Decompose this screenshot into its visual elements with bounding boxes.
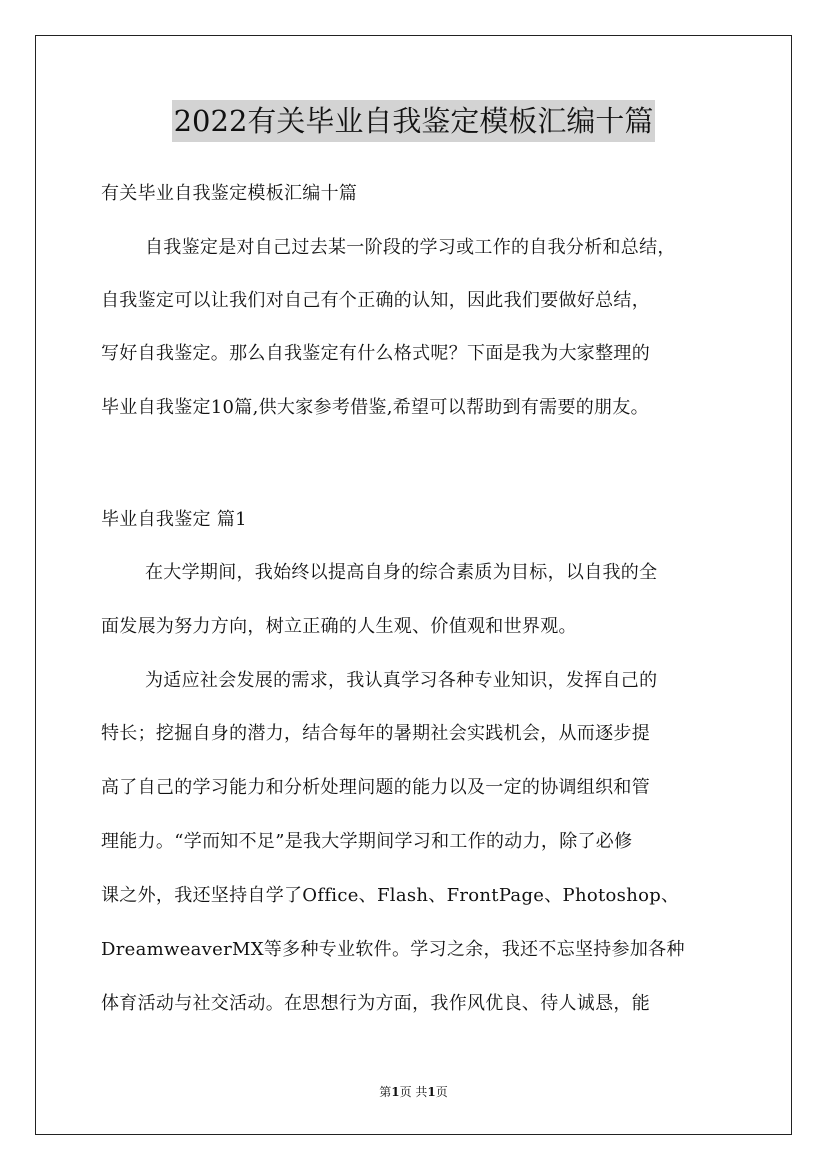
paragraph-line: 为适应社会发展的需求，我认真学习各种专业知识，发挥自己的 [145,670,658,691]
footer-current-page: 1 [391,1085,400,1099]
paragraph-line: 自我鉴定是对自己过去某一阶段的学习或工作的自我分析和总结， [145,237,676,258]
title-container [0,100,827,142]
footer-mid: 页 共 [399,1085,428,1099]
paragraph-line: 体育活动与社交活动。在思想行为方面，我作风优良、待人诚恳，能 [101,993,650,1014]
footer-suffix: 页 [435,1085,448,1099]
paragraph-line: 理能力。“学而知不足”是我大学期间学习和工作的动力，除了必修 [101,831,633,852]
page-footer [0,1083,827,1100]
paragraph-line: 特长；挖掘自身的潜力，结合每年的暑期社会实践机会，从而逐步提 [101,723,650,744]
footer-prefix: 第 [379,1085,392,1099]
paragraph-line: 面发展为努力方向，树立正确的人生观、价值观和世界观。 [101,616,577,637]
paragraph-line: 在大学期间，我始终以提高自身的综合素质为目标，以自我的全 [145,562,658,583]
doc-subtitle: 有关毕业自我鉴定模板汇编十篇 [101,183,358,204]
footer-total-pages: 1 [427,1085,436,1099]
paragraph-line: 课之外，我还坚持自学了Office、Flash、FrontPage、Photoshop、 [101,885,680,906]
paragraph-line: 写好自我鉴定。那么自我鉴定有什么格式呢？下面是我为大家整理的 [101,343,650,364]
paragraph-line: DreamweaverMX等多种专业软件。学习之余，我还不忘坚持参加各种 [101,939,685,960]
paragraph-line: 高了自己的学习能力和分析处理问题的能力以及一定的协调组织和管 [101,777,650,798]
section-heading: 毕业自我鉴定 篇1 [101,509,247,530]
document-title: 2022有关毕业自我鉴定模板汇编十篇 [172,100,656,142]
paragraph-line: 自我鉴定可以让我们对自己有个正确的认知，因此我们要做好总结， [101,290,650,311]
paragraph-line: 毕业自我鉴定10篇,供大家参考借鉴,希望可以帮助到有需要的朋友。 [101,397,649,418]
